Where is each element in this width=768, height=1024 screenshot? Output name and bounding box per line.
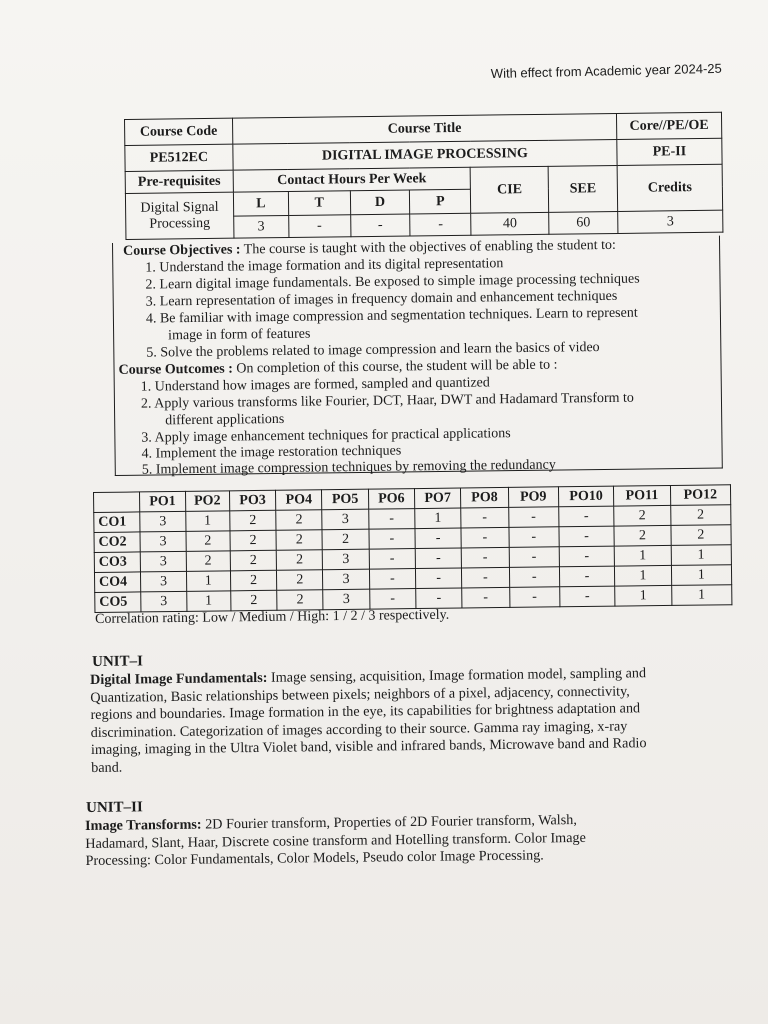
copo-cell: 3 — [141, 591, 187, 612]
copo-cell: 2 — [322, 529, 369, 550]
unit1-lead: Digital Image Fundamentals: — [90, 669, 268, 688]
unit1-line: Quantization, Basic relationships between pixels; neighbors of a pixel, adjacency, connectivity, — [90, 683, 630, 706]
objective-item: 5. Solve the problems related to image compression and learn the basics of video — [146, 340, 600, 361]
outcomes-heading: Course Outcomes : — [118, 361, 233, 378]
unit2-line: Processing: Color Fundamentals, Color Models, Pseudo color Image Processing. — [85, 847, 544, 870]
copo-cell: 2 — [230, 550, 277, 571]
effect-label: With effect from Academic year — [490, 61, 671, 81]
hours-l-value: 3 — [234, 215, 289, 238]
copo-cell: - — [369, 549, 416, 570]
copo-cell: 2 — [277, 590, 324, 611]
hours-p-label: P — [410, 189, 471, 214]
copo-cell: - — [369, 589, 416, 610]
unit1-line: discrimination. Categorization of images according to their source. Gamma ray imaging, x-ray — [90, 718, 628, 741]
copo-cell: 1 — [671, 545, 732, 566]
po-header: PO5 — [322, 489, 369, 510]
po-header: PO11 — [614, 485, 671, 506]
copo-cell: 1 — [186, 571, 231, 592]
unit2-title: UNIT–II — [86, 799, 143, 816]
copo-cell: 2 — [670, 505, 731, 526]
copo-cell: 2 — [614, 525, 671, 546]
correlation-note: Correlation rating: Low / Medium / High: 1 / 2 / 3 respectively. — [95, 607, 450, 627]
prereq-label: Pre-requisites — [125, 170, 233, 193]
copo-cell: - — [369, 569, 416, 590]
unit2-line: Hadamard, Slant, Haar, Discrete cosine transform and Hotelling transform. Color Image — [85, 829, 586, 852]
copo-cell: 1 — [186, 591, 231, 612]
objective-item: 4. Be familiar with image compression and segmentation techniques. Learn to represent — [145, 305, 638, 327]
objective-item: 2. Learn digital image fundamentals. Be exposed to simple image processing techniques — [145, 271, 640, 293]
po-header: PO12 — [670, 485, 731, 506]
co-po-table — [93, 484, 732, 613]
prereq-value — [125, 192, 233, 239]
objectives-heading-line — [123, 238, 616, 260]
copo-cell: 3 — [140, 531, 186, 552]
outcome-item: 4. Implement the image restoration techniques — [141, 443, 402, 462]
see-value: 60 — [549, 211, 618, 234]
objective-item: 1. Understand the image formation and its digital representation — [145, 256, 504, 276]
copo-cell: 2 — [670, 525, 731, 546]
copo-cell: 3 — [323, 549, 370, 570]
copo-cell: - — [461, 507, 509, 528]
co-label: CO2 — [94, 532, 141, 553]
course-title-label: Course Title — [232, 113, 616, 144]
co-label: CO4 — [94, 572, 141, 593]
copo-cell: 2 — [230, 570, 277, 591]
copo-cell: 3 — [140, 511, 186, 532]
contact-hours-label: Contact Hours Per Week — [233, 167, 471, 192]
outcome-item-continued: different applications — [165, 411, 285, 429]
copo-cell: - — [509, 547, 560, 568]
outcome-item: 1. Understand how images are formed, sampled and quantized — [140, 375, 490, 395]
hours-l-label: L — [233, 192, 288, 217]
credits-label: Credits — [617, 164, 723, 211]
course-code: PE512EC — [125, 144, 233, 171]
copo-cell: 2 — [230, 530, 277, 551]
unit2-body — [85, 810, 716, 870]
copo-cell: 2 — [186, 531, 231, 552]
objectives-heading: Course Objectives : — [123, 242, 241, 259]
copo-cell: - — [559, 566, 615, 587]
copo-cell: - — [559, 506, 615, 527]
credits-value: 3 — [618, 210, 723, 233]
copo-cell: - — [415, 568, 462, 589]
copo-cell: - — [559, 546, 615, 567]
copo-cell: 3 — [323, 589, 370, 610]
copo-cell: - — [461, 547, 509, 568]
effect-note — [491, 61, 722, 81]
po-header: PO4 — [276, 490, 323, 511]
copo-cell: - — [461, 527, 509, 548]
hours-t-label: T — [288, 191, 350, 216]
corner-cell — [94, 492, 141, 513]
po-header: PO2 — [185, 491, 230, 512]
prereq-line-1: Digital Signal — [140, 199, 219, 216]
copo-cell: 1 — [614, 545, 671, 566]
cie-value: 40 — [471, 212, 549, 235]
outcome-item: 3. Apply image enhancement techniques for practical applications — [141, 426, 511, 446]
copo-cell: - — [369, 529, 416, 550]
copo-cell: 2 — [614, 505, 671, 526]
hours-p-value: - — [410, 213, 471, 236]
co-label: CO1 — [94, 512, 141, 533]
outcomes-intro: On completion of this course, the student will be able to : — [236, 357, 558, 377]
hours-t-value: - — [288, 215, 350, 238]
category-label: Core//PE/OE — [616, 112, 721, 139]
po-header: PO7 — [414, 488, 461, 509]
course-info-table — [124, 112, 723, 240]
unit1-body — [90, 664, 723, 777]
copo-cell: - — [560, 586, 616, 607]
copo-cell: - — [415, 548, 462, 569]
copo-cell: 1 — [415, 508, 462, 529]
objective-item-continued: image in form of features — [168, 326, 311, 344]
objective-item: 3. Learn representation of images in frequency domain and enhancement techniques — [145, 288, 618, 310]
po-header: PO3 — [229, 490, 276, 511]
course-title: DIGITAL IMAGE PROCESSING — [233, 139, 617, 170]
unit1-line: band. — [91, 759, 123, 776]
course-code-label: Course Code — [125, 118, 233, 145]
hours-d-value: - — [350, 214, 410, 237]
copo-cell: 2 — [231, 590, 278, 611]
copo-cell: 2 — [186, 551, 231, 572]
unit1-line: imaging, imaging in the Ultra Violet band, visible and infrared bands, Microwave band and Radio — [90, 735, 647, 759]
effect-year: 2024-25 — [673, 60, 722, 77]
outcome-item: 2. Apply various transforms like Fourier, DCT, Haar, DWT and Hadamard Transform to — [140, 390, 634, 412]
copo-cell: 2 — [276, 530, 323, 551]
co-label: CO5 — [95, 592, 142, 613]
po-header: PO8 — [461, 487, 509, 508]
copo-cell: - — [559, 526, 615, 547]
copo-cell: 1 — [615, 565, 672, 586]
copo-cell: 3 — [141, 571, 187, 592]
copo-cell: 1 — [615, 585, 672, 606]
copo-cell: - — [509, 567, 560, 588]
copo-cell: 2 — [230, 510, 277, 531]
po-header: PO6 — [368, 489, 415, 510]
copo-cell: - — [509, 587, 560, 608]
copo-cell: 1 — [671, 585, 732, 606]
copo-cell: - — [508, 507, 559, 528]
see-label: SEE — [548, 165, 617, 212]
copo-cell: 3 — [323, 569, 370, 590]
course-category: PE-II — [617, 138, 722, 165]
copo-cell: 2 — [277, 570, 324, 591]
copo-cell: - — [508, 527, 559, 548]
copo-cell: 1 — [185, 511, 230, 532]
po-header: PO9 — [508, 487, 559, 508]
prereq-line-2: Processing — [149, 215, 211, 232]
copo-cell: - — [462, 567, 510, 588]
objectives-outcomes-box — [112, 236, 723, 476]
unit1-line: regions and boundaries. Image formation in the eye, its capabilities for brightness adaptation and — [90, 700, 641, 724]
unit2-line-text: 2D Fourier transform, Properties of 2D Fourier transform, Walsh, — [201, 811, 577, 833]
unit1-title: UNIT–I — [92, 653, 144, 670]
copo-cell: - — [368, 509, 415, 530]
objectives-intro: The course is taught with the objectives of enabling the student to: — [243, 237, 616, 258]
copo-cell: - — [462, 587, 510, 608]
copo-cell: 1 — [671, 565, 732, 586]
copo-cell: - — [415, 528, 462, 549]
po-header: PO1 — [140, 491, 186, 512]
copo-cell: 2 — [276, 550, 323, 571]
po-header: PO10 — [558, 486, 614, 507]
copo-cell: 3 — [141, 551, 187, 572]
cie-label: CIE — [470, 166, 548, 213]
co-label: CO3 — [94, 552, 141, 573]
outcome-item: 5. Implement image compression techniques by removing the redundancy — [141, 457, 556, 478]
copo-cell: 3 — [322, 509, 369, 530]
unit2-lead: Image Transforms: — [85, 816, 202, 834]
unit1-line-text: Image sensing, acquisition, Image formation model, sampling and — [267, 665, 647, 686]
copo-cell: 2 — [276, 510, 323, 531]
hours-d-label: D — [350, 190, 410, 215]
copo-cell: - — [416, 588, 463, 609]
